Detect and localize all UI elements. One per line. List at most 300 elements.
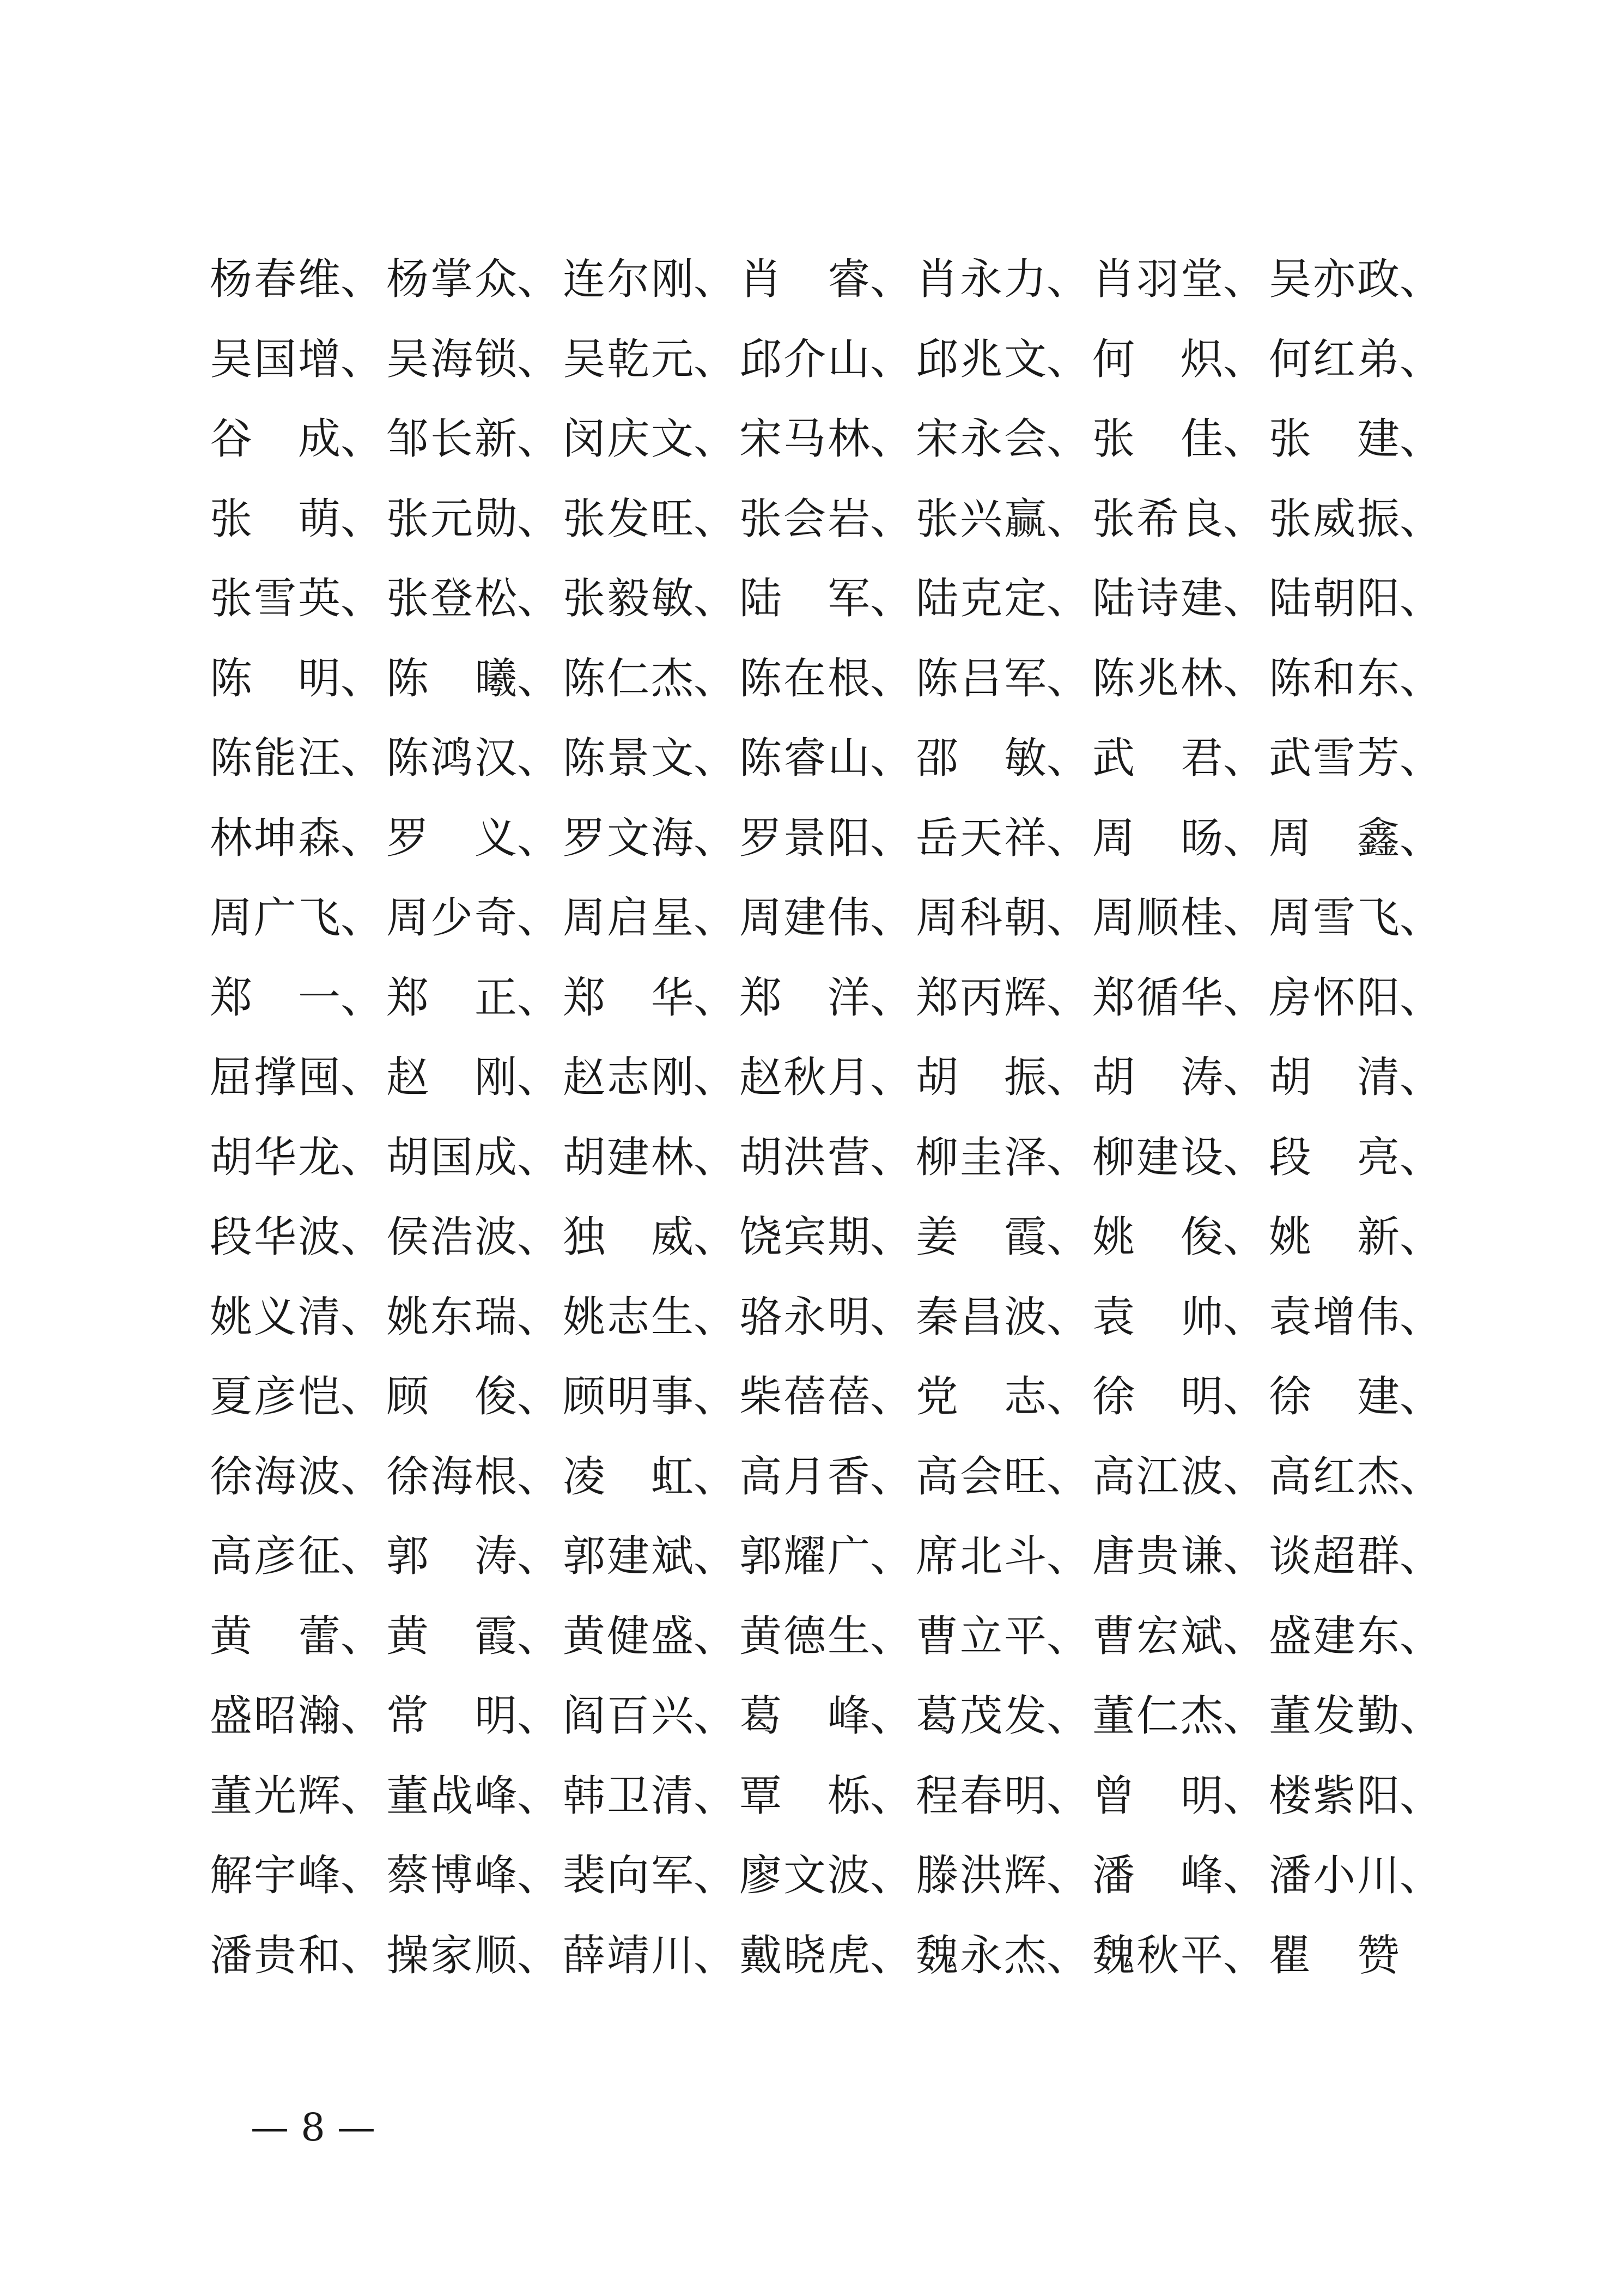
name-entry [386, 1597, 563, 1677]
name-separator: 、 [1400, 574, 1443, 623]
person-name: 闵庆文 [563, 415, 694, 464]
person-name: 岳天祥 [916, 813, 1047, 863]
person-name: 柴蓓蓓 [739, 1372, 870, 1421]
name-entry [1269, 1038, 1445, 1118]
person-name: 姚志生 [563, 1292, 694, 1342]
name-entry [210, 1038, 386, 1118]
person-name: 罗景阳 [739, 813, 870, 863]
name-separator: 、 [1223, 1292, 1266, 1342]
person-name: 姚义清 [210, 1292, 340, 1342]
name-entry [563, 1676, 739, 1756]
name-separator: 、 [1223, 1611, 1266, 1661]
person-name: 武 君 [1092, 734, 1223, 783]
person-name: 吴国增 [210, 334, 340, 384]
person-name: 胡国成 [386, 1133, 517, 1182]
person-name: 邵 敏 [916, 734, 1047, 783]
name-entry [386, 240, 563, 320]
name-entry [1269, 1836, 1445, 1916]
person-name: 党 志 [916, 1372, 1047, 1421]
name-entry [563, 1197, 739, 1278]
name-separator: 、 [1047, 494, 1090, 544]
person-name: 蔡博峰 [386, 1851, 517, 1900]
name-entry [739, 1597, 916, 1677]
person-name: 柳圭泽 [916, 1133, 1047, 1182]
person-name: 董光辉 [210, 1771, 340, 1821]
person-name: 顾明事 [563, 1372, 694, 1421]
name-separator: 、 [1223, 1771, 1266, 1821]
name-separator: 、 [870, 1133, 913, 1182]
person-name: 段华波 [210, 1213, 340, 1262]
name-separator: 、 [870, 1771, 913, 1821]
name-separator: 、 [694, 1452, 737, 1501]
name-entry [210, 1118, 386, 1198]
name-entry [1092, 399, 1269, 479]
person-name: 黄健盛 [563, 1611, 694, 1661]
name-entry [739, 1676, 916, 1756]
name-separator: 、 [694, 255, 737, 304]
person-name: 肖羽堂 [1092, 255, 1223, 304]
name-entry [739, 719, 916, 799]
person-name: 顾 俊 [386, 1372, 517, 1421]
name-entry [563, 240, 739, 320]
name-separator: 、 [340, 1292, 384, 1342]
person-name: 瞿 赞 [1269, 1931, 1400, 1980]
name-entry [386, 1357, 563, 1437]
name-separator: 、 [517, 574, 560, 623]
name-entry [739, 479, 916, 559]
person-name: 袁增伟 [1269, 1292, 1400, 1342]
name-line [210, 1437, 1441, 1517]
name-separator: 、 [1223, 255, 1266, 304]
name-separator: 、 [1047, 1771, 1090, 1821]
name-separator: 、 [517, 813, 560, 863]
name-separator: 、 [694, 1611, 737, 1661]
name-entry [210, 479, 386, 559]
name-entry [916, 1197, 1092, 1278]
name-separator: 、 [694, 1213, 737, 1262]
name-entry [1092, 799, 1269, 879]
name-entry [210, 799, 386, 879]
name-entry [563, 1836, 739, 1916]
name-separator: 、 [340, 415, 384, 464]
person-name: 周 鑫 [1269, 813, 1400, 863]
name-entry [1092, 1517, 1269, 1597]
name-list [210, 240, 1441, 1996]
name-separator: 、 [517, 1372, 560, 1421]
name-separator: 、 [1223, 1372, 1266, 1421]
name-separator: 、 [694, 1692, 737, 1741]
name-separator: 、 [1047, 1452, 1090, 1501]
name-entry [210, 639, 386, 719]
person-name: 盛建东 [1269, 1611, 1400, 1661]
name-separator: 、 [1400, 1771, 1443, 1821]
person-name: 张兴赢 [916, 494, 1047, 544]
name-separator: 、 [694, 1133, 737, 1182]
name-separator: 、 [1047, 415, 1090, 464]
name-entry [916, 958, 1092, 1038]
person-name: 高会旺 [916, 1452, 1047, 1501]
person-name: 陈睿山 [739, 734, 870, 783]
name-separator: 、 [1400, 1372, 1443, 1421]
name-separator: 、 [340, 813, 384, 863]
name-entry [386, 1756, 563, 1836]
name-separator: 、 [517, 1292, 560, 1342]
person-name: 骆永明 [739, 1292, 870, 1342]
person-name: 董仁杰 [1092, 1692, 1223, 1741]
person-name: 高月香 [739, 1452, 870, 1501]
person-name: 郭建斌 [563, 1532, 694, 1581]
name-separator: 、 [517, 1611, 560, 1661]
name-entry [916, 1597, 1092, 1677]
name-entry [210, 1357, 386, 1437]
name-separator: 、 [870, 334, 913, 384]
name-entry [916, 1836, 1092, 1916]
name-entry [210, 1597, 386, 1677]
name-separator: 、 [1400, 1292, 1443, 1342]
name-entry [210, 878, 386, 958]
person-name: 邱介山 [739, 334, 870, 384]
person-name: 何 炽 [1092, 334, 1223, 384]
name-separator: 、 [517, 1532, 560, 1581]
person-name: 张威振 [1269, 494, 1400, 544]
name-entry [563, 1597, 739, 1677]
name-line [210, 1038, 1441, 1118]
name-separator: 、 [694, 1532, 737, 1581]
name-separator: 、 [517, 415, 560, 464]
person-name: 谷 成 [210, 415, 340, 464]
person-name: 杨春维 [210, 255, 340, 304]
name-separator: 、 [1400, 973, 1443, 1023]
name-separator: 、 [340, 734, 384, 783]
name-separator: 、 [1400, 813, 1443, 863]
name-entry [210, 1916, 386, 1996]
name-separator: 、 [517, 1931, 560, 1980]
person-name: 罗 义 [386, 813, 517, 863]
name-line [210, 1278, 1441, 1358]
person-name: 郭 涛 [386, 1532, 517, 1581]
name-entry [386, 1916, 563, 1996]
name-entry [1092, 958, 1269, 1038]
person-name: 胡 涛 [1092, 1053, 1223, 1102]
name-separator: 、 [870, 574, 913, 623]
person-name: 徐 明 [1092, 1372, 1223, 1421]
name-separator: 、 [1047, 813, 1090, 863]
name-separator: 、 [694, 1372, 737, 1421]
name-entry [563, 559, 739, 639]
person-name: 吴亦政 [1269, 255, 1400, 304]
person-name: 曹立平 [916, 1611, 1047, 1661]
name-separator: 、 [517, 494, 560, 544]
person-name: 姚 俊 [1092, 1213, 1223, 1262]
name-separator: 、 [1400, 1611, 1443, 1661]
name-entry [1269, 1357, 1445, 1437]
name-entry [1269, 1517, 1445, 1597]
name-entry [386, 1517, 563, 1597]
person-name: 徐海波 [210, 1452, 340, 1501]
name-entry [1269, 399, 1445, 479]
name-entry [916, 1437, 1092, 1517]
name-entry [1092, 1597, 1269, 1677]
person-name: 姚 新 [1269, 1213, 1400, 1262]
name-line [210, 1517, 1441, 1597]
person-name: 廖文波 [739, 1851, 870, 1900]
person-name: 陈能汪 [210, 734, 340, 783]
name-entry [1092, 1437, 1269, 1517]
page-number: — 8 — [251, 2105, 376, 2150]
person-name: 凌 虹 [563, 1452, 694, 1501]
name-entry [210, 1278, 386, 1358]
name-entry [916, 1756, 1092, 1836]
person-name: 陆朝阳 [1269, 574, 1400, 623]
name-line [210, 399, 1441, 479]
name-separator: 、 [1047, 1931, 1090, 1980]
person-name: 夏彦恺 [210, 1372, 340, 1421]
person-name: 郑 一 [210, 973, 340, 1023]
name-entry [916, 1517, 1092, 1597]
person-name: 郑 华 [563, 973, 694, 1023]
name-separator: 、 [340, 1931, 384, 1980]
name-entry [563, 878, 739, 958]
person-name: 葛茂发 [916, 1692, 1047, 1741]
person-name: 郑循华 [1092, 973, 1223, 1023]
name-line [210, 1756, 1441, 1836]
person-name: 曾 明 [1092, 1771, 1223, 1821]
name-entry [386, 1278, 563, 1358]
name-separator: 、 [340, 1692, 384, 1741]
name-entry [563, 399, 739, 479]
person-name: 黄德生 [739, 1611, 870, 1661]
name-entry [386, 639, 563, 719]
person-name: 陈 曦 [386, 654, 517, 703]
name-separator: 、 [1047, 1372, 1090, 1421]
name-separator: 、 [694, 734, 737, 783]
name-separator: 、 [517, 1692, 560, 1741]
person-name: 盛昭瀚 [210, 1692, 340, 1741]
name-separator: 、 [1223, 1851, 1266, 1900]
name-separator: 、 [1047, 1611, 1090, 1661]
name-separator: 、 [517, 893, 560, 942]
person-name: 高江波 [1092, 1452, 1223, 1501]
person-name: 赵 刚 [386, 1053, 517, 1102]
name-separator: 、 [340, 494, 384, 544]
person-name: 裴向军 [563, 1851, 694, 1900]
person-name: 张登松 [386, 574, 517, 623]
name-separator: 、 [517, 1771, 560, 1821]
person-name: 房怀阳 [1269, 973, 1400, 1023]
name-separator: 、 [694, 813, 737, 863]
person-name: 陈在根 [739, 654, 870, 703]
name-entry [1269, 878, 1445, 958]
person-name: 赵志刚 [563, 1053, 694, 1102]
name-entry [563, 1038, 739, 1118]
name-separator: 、 [694, 1931, 737, 1980]
name-separator: 、 [870, 1611, 913, 1661]
name-separator: 、 [340, 1372, 384, 1421]
person-name: 徐 建 [1269, 1372, 1400, 1421]
name-entry [1269, 559, 1445, 639]
person-name: 姚东瑞 [386, 1292, 517, 1342]
name-line [210, 240, 1441, 320]
name-separator: 、 [1223, 574, 1266, 623]
name-entry [563, 1278, 739, 1358]
name-entry [210, 1836, 386, 1916]
person-name: 潘 峰 [1092, 1851, 1223, 1900]
name-separator: 、 [1047, 1133, 1090, 1182]
person-name: 陈仁杰 [563, 654, 694, 703]
name-entry [1269, 958, 1445, 1038]
name-separator: 、 [1400, 1532, 1443, 1581]
name-separator: 、 [1047, 1292, 1090, 1342]
person-name: 饶宾期 [739, 1213, 870, 1262]
name-separator: 、 [694, 973, 737, 1023]
name-separator: 、 [870, 973, 913, 1023]
name-separator: 、 [870, 1532, 913, 1581]
name-separator: 、 [694, 1053, 737, 1102]
person-name: 宋永会 [916, 415, 1047, 464]
person-name: 郑 正 [386, 973, 517, 1023]
name-line [210, 1836, 1441, 1916]
name-entry [739, 1517, 916, 1597]
person-name: 张毅敏 [563, 574, 694, 623]
name-entry [1092, 1197, 1269, 1278]
name-separator: 、 [870, 1372, 913, 1421]
person-name: 胡华龙 [210, 1133, 340, 1182]
name-separator: 、 [517, 1133, 560, 1182]
name-separator: 、 [694, 1851, 737, 1900]
person-name: 张雪英 [210, 574, 340, 623]
person-name: 楼紫阳 [1269, 1771, 1400, 1821]
name-entry [916, 1038, 1092, 1118]
name-separator: 、 [870, 494, 913, 544]
person-name: 陆诗建 [1092, 574, 1223, 623]
person-name: 张 佳 [1092, 415, 1223, 464]
name-entry [739, 240, 916, 320]
name-separator: 、 [1400, 1213, 1443, 1262]
person-name: 陈兆林 [1092, 654, 1223, 703]
name-entry [563, 1756, 739, 1836]
name-entry [563, 799, 739, 879]
person-name: 胡洪营 [739, 1133, 870, 1182]
name-separator: 、 [870, 734, 913, 783]
name-entry [739, 1916, 916, 1996]
name-entry [1269, 799, 1445, 879]
name-separator: 、 [1223, 1532, 1266, 1581]
name-separator: 、 [1047, 334, 1090, 384]
name-separator: 、 [340, 1851, 384, 1900]
name-separator: 、 [1400, 1133, 1443, 1182]
person-name: 陆 军 [739, 574, 870, 623]
name-separator: 、 [870, 893, 913, 942]
name-entry [1269, 1437, 1445, 1517]
name-entry [1269, 479, 1445, 559]
person-name: 林坤森 [210, 813, 340, 863]
name-separator: 、 [340, 973, 384, 1023]
name-line [210, 559, 1441, 639]
name-separator: 、 [1400, 415, 1443, 464]
name-entry [563, 1916, 739, 1996]
name-separator: 、 [1400, 494, 1443, 544]
person-name: 赵秋月 [739, 1053, 870, 1102]
name-entry [210, 1756, 386, 1836]
name-entry [1269, 1597, 1445, 1677]
person-name: 连尔刚 [563, 255, 694, 304]
name-separator: 、 [1223, 1213, 1266, 1262]
person-name: 陈吕军 [916, 654, 1047, 703]
person-name: 吴乾元 [563, 334, 694, 384]
person-name: 罗文海 [563, 813, 694, 863]
name-line [210, 320, 1441, 400]
name-entry [1092, 240, 1269, 320]
person-name: 邱兆文 [916, 334, 1047, 384]
person-name: 陈鸿汉 [386, 734, 517, 783]
name-entry [563, 639, 739, 719]
name-entry [1269, 639, 1445, 719]
name-entry [1269, 1118, 1445, 1198]
name-separator: 、 [1400, 1053, 1443, 1102]
name-separator: 、 [1223, 1133, 1266, 1182]
person-name: 张 萌 [210, 494, 340, 544]
person-name: 肖 睿 [739, 255, 870, 304]
person-name: 屈撑囤 [210, 1053, 340, 1102]
person-name: 宋马林 [739, 415, 870, 464]
name-entry [386, 719, 563, 799]
name-entry [916, 799, 1092, 879]
name-entry [386, 1118, 563, 1198]
name-entry [386, 559, 563, 639]
name-entry [210, 1517, 386, 1597]
name-separator: 、 [1223, 813, 1266, 863]
person-name: 覃 栎 [739, 1771, 870, 1821]
person-name: 邹长新 [386, 415, 517, 464]
person-name: 胡建林 [563, 1133, 694, 1182]
person-name: 胡 振 [916, 1053, 1047, 1102]
person-name: 周雪飞 [1269, 893, 1400, 942]
name-separator: 、 [340, 1532, 384, 1581]
name-separator: 、 [517, 255, 560, 304]
name-separator: 、 [694, 574, 737, 623]
name-separator: 、 [1223, 973, 1266, 1023]
person-name: 周广飞 [210, 893, 340, 942]
name-separator: 、 [870, 1692, 913, 1741]
name-entry [563, 1517, 739, 1597]
name-separator: 、 [870, 654, 913, 703]
person-name: 侯浩波 [386, 1213, 517, 1262]
name-separator: 、 [340, 334, 384, 384]
name-separator: 、 [517, 973, 560, 1023]
name-separator: 、 [340, 1452, 384, 1501]
name-entry [739, 799, 916, 879]
name-entry [916, 878, 1092, 958]
name-entry [1092, 1676, 1269, 1756]
name-entry [916, 719, 1092, 799]
name-entry [210, 1437, 386, 1517]
name-separator: 、 [1400, 1452, 1443, 1501]
person-name: 段 亮 [1269, 1133, 1400, 1182]
name-separator: 、 [1047, 255, 1090, 304]
name-separator: 、 [340, 1611, 384, 1661]
name-entry [1092, 639, 1269, 719]
name-entry [386, 1676, 563, 1756]
name-line [210, 479, 1441, 559]
name-entry [916, 1357, 1092, 1437]
name-entry [1269, 240, 1445, 320]
name-separator: 、 [1400, 1692, 1443, 1741]
name-entry [563, 1118, 739, 1198]
person-name: 肖永力 [916, 255, 1047, 304]
person-name: 郑 洋 [739, 973, 870, 1023]
name-line [210, 878, 1441, 958]
name-separator: 、 [340, 255, 384, 304]
